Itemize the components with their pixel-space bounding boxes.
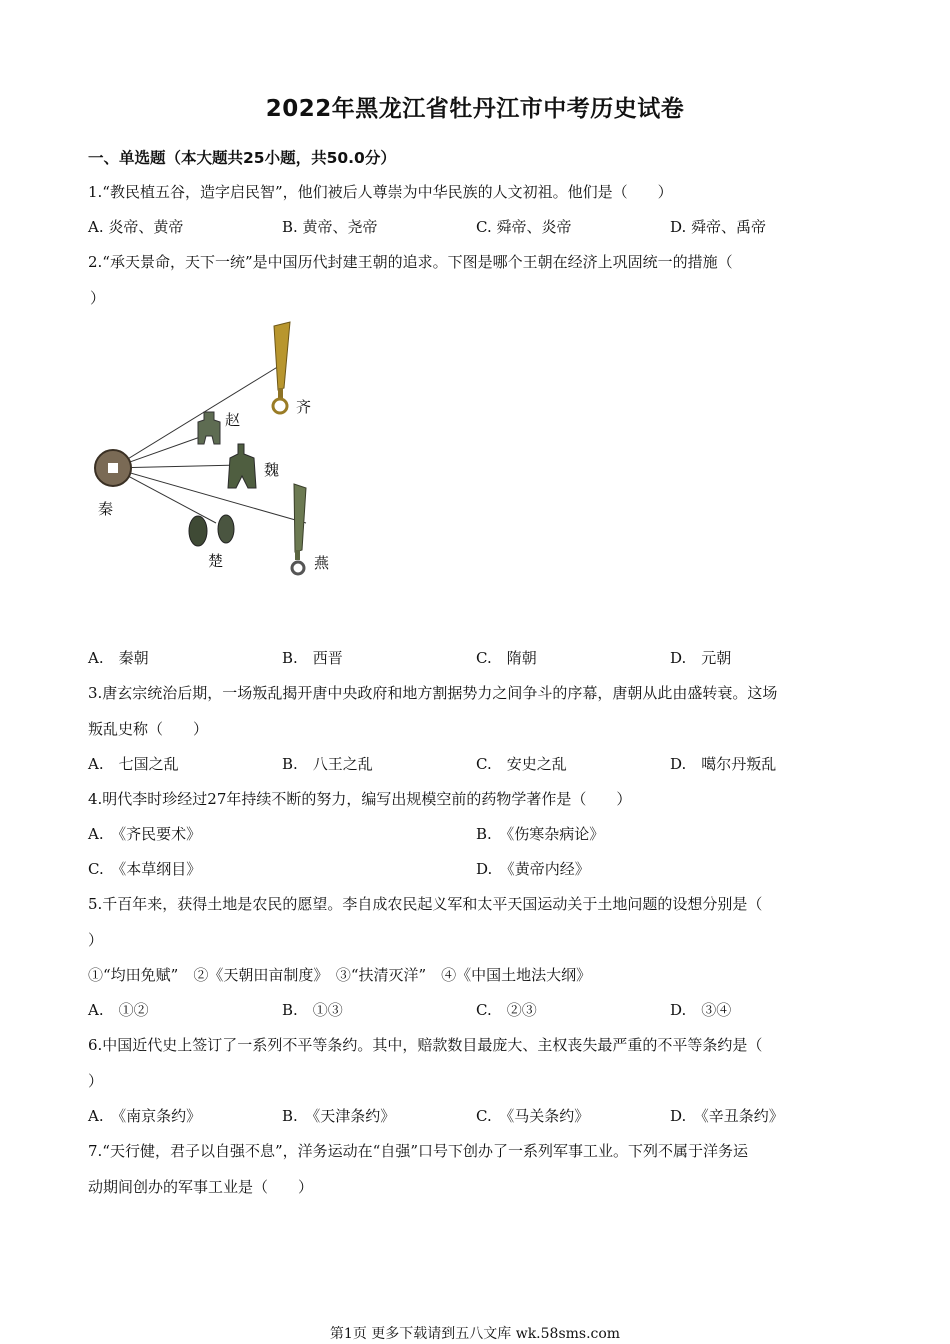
question-7-text: 7.“天行健，君子以自强不息”，洋务运动在“自强”口号下创办了一系列军事工业。下列不属于洋务运	[88, 1142, 748, 1160]
label-qi: 齐	[296, 398, 312, 416]
coin-unification-figure	[88, 318, 348, 593]
yan-knife-coin	[292, 484, 306, 574]
q5-option-d: D. ③④	[670, 1001, 732, 1019]
q1-option-c: C. 舜帝、炎帝	[476, 218, 572, 236]
q6-option-b: B. 《天津条约》	[282, 1107, 396, 1125]
qi-knife-coin	[273, 322, 290, 413]
label-qin: 秦	[98, 500, 114, 518]
question-6-text: 6.中国近代史上签订了一系列不平等条约。其中，赔款数目最庞大、主权丧失最严重的不平等条约是（	[88, 1036, 763, 1054]
q6-option-a: A. 《南京条约》	[88, 1107, 202, 1125]
question-5-text: 5.千百年来，获得土地是农民的愿望。李自成农民起义军和太平天国运动关于土地问题的设想分别是（	[88, 895, 763, 913]
q6-option-c: C. 《马关条约》	[476, 1107, 590, 1125]
label-zhao: 赵	[225, 411, 241, 429]
question-6-text-cont: ）	[88, 1072, 104, 1090]
q3-option-c: C. 安史之乱	[476, 755, 567, 773]
q4-option-c: C. 《本草纲目》	[88, 860, 202, 878]
qin-banliang-coin	[95, 450, 131, 486]
q3-option-a: A. 七国之乱	[88, 755, 179, 773]
q1-option-d: D. 舜帝、禹帝	[670, 218, 767, 236]
q3-option-d: D. 噶尔丹叛乱	[670, 755, 777, 773]
page-title: 2022年黑龙江省牡丹江市中考历史试卷	[265, 96, 685, 122]
q5-option-c: C. ②③	[476, 1001, 537, 1019]
question-2-text: 2.“承天景命，天下一统”是中国历代封建王朝的追求。下图是哪个王朝在经济上巩固统一的措施（	[88, 253, 733, 271]
question-5-text-cont: ）	[88, 931, 104, 949]
question-7-text-cont: 动期间创办的军事工业是（ ）	[88, 1178, 314, 1196]
question-3-text: 3.唐玄宗统治后期，一场叛乱揭开唐中央政府和地方割据势力之间争斗的序幕，唐朝从此由盛转衰。这场	[88, 684, 778, 702]
question-3-text-cont: 叛乱史称（ ）	[88, 720, 209, 738]
question-2-text-cont: ）	[90, 289, 106, 307]
section-heading: 一、单选题（本大题共25小题，共50.0分）	[88, 149, 396, 167]
q4-option-a: A. 《齐民要术》	[88, 825, 202, 843]
zhao-spade-coin	[198, 412, 220, 444]
label-chu: 楚	[208, 552, 224, 570]
wei-spade-coin	[228, 444, 256, 488]
q5-option-b: B. ①③	[282, 1001, 343, 1019]
chu-ant-nose-coins	[189, 515, 234, 546]
q3-option-b: B. 八王之乱	[282, 755, 373, 773]
q2-option-a: A. 秦朝	[88, 649, 149, 667]
question-5-choices: ①“均田免赋” ②《天朝田亩制度》 ③“扶清灭洋” ④《中国土地法大纲》	[88, 966, 592, 984]
question-4-text: 4.明代李时珍经过27年持续不断的努力，编写出规模空前的药物学著作是（ ）	[88, 790, 632, 808]
q5-option-a: A. ①②	[88, 1001, 149, 1019]
q2-option-c: C. 隋朝	[476, 649, 537, 667]
q4-option-d: D. 《黄帝内经》	[476, 860, 590, 878]
q4-option-b: B. 《伤寒杂病论》	[476, 825, 605, 843]
q1-option-a: A. 炎帝、黄帝	[88, 218, 184, 236]
q2-option-b: B. 西晋	[282, 649, 343, 667]
page-footer: 第1页 更多下载请到五八文库 wk.58sms.com	[329, 1326, 621, 1342]
q6-option-d: D. 《辛丑条约》	[670, 1107, 784, 1125]
q1-option-b: B. 黄帝、尧帝	[282, 218, 378, 236]
question-1-text: 1.“教民植五谷，造字启民智”，他们被后人尊崇为中华民族的人文初祖。他们是（ ）	[88, 183, 673, 201]
label-yan: 燕	[314, 554, 330, 572]
label-wei: 魏	[264, 461, 280, 479]
q2-option-d: D. 元朝	[670, 649, 732, 667]
